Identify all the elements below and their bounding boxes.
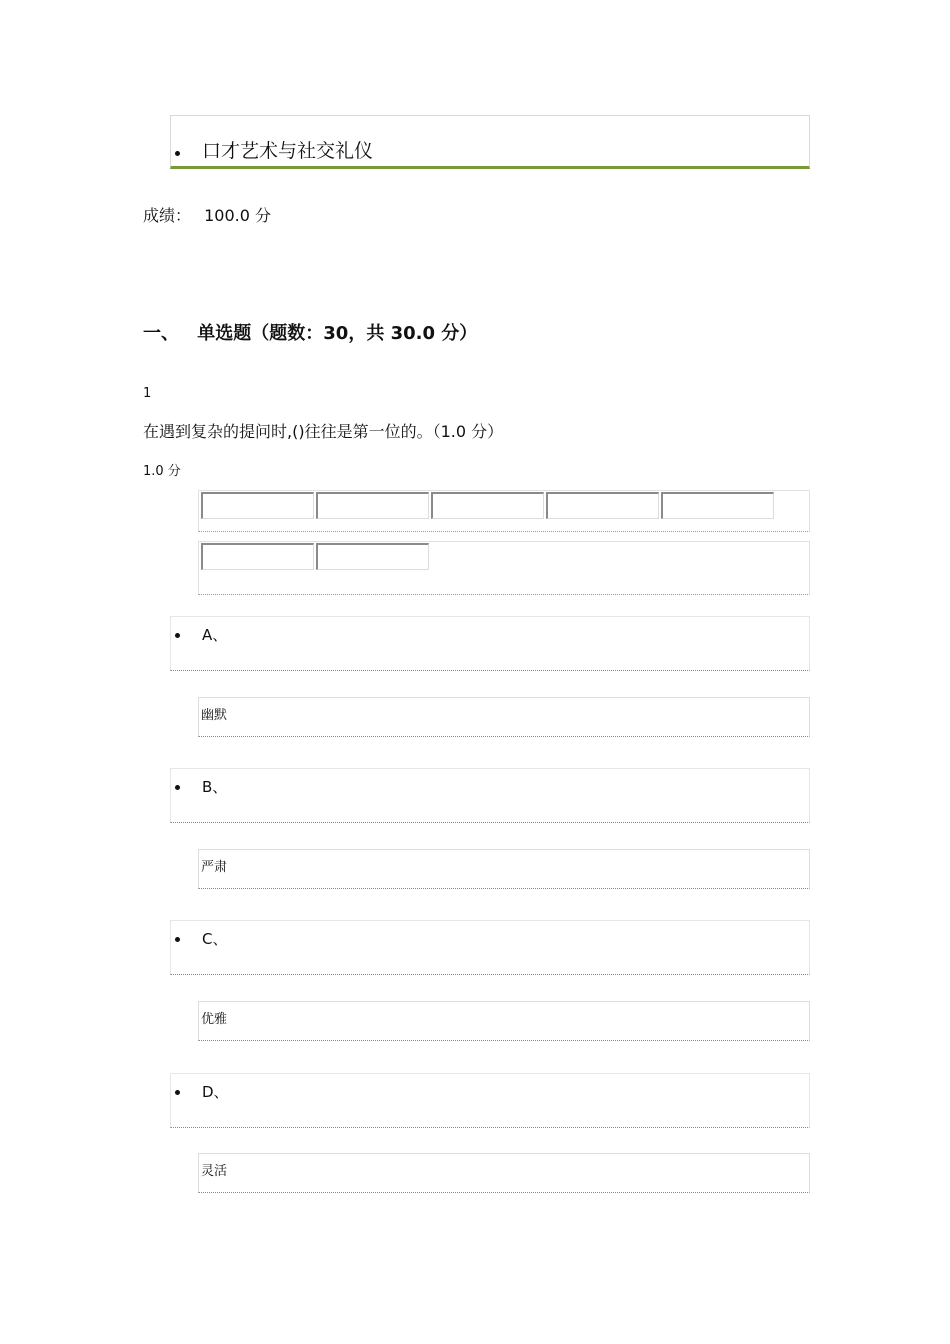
- score-label: 成绩：: [143, 206, 192, 225]
- grid-cell: [201, 492, 314, 519]
- question-number: 1: [143, 386, 152, 401]
- option-label: B、: [202, 778, 228, 796]
- question-score: 1.0 分: [143, 464, 181, 479]
- score-value: 100.0 分: [204, 206, 272, 225]
- section-number: 一、: [143, 323, 179, 344]
- option-d-answer: [198, 1153, 810, 1193]
- option-a[interactable]: [170, 616, 810, 671]
- section-heading: [143, 319, 477, 345]
- bullet-icon: [175, 785, 180, 790]
- option-b-answer: [198, 849, 810, 889]
- option-c-answer: [198, 1001, 810, 1041]
- bullet-icon: [175, 1090, 180, 1095]
- question-text: 在遇到复杂的提问时,()往往是第一位的。（1.0 分）: [143, 422, 504, 441]
- bullet-icon: [175, 633, 180, 638]
- bullet-icon: [175, 937, 180, 942]
- grid-cell: [661, 492, 774, 519]
- answer-grid-row: [198, 541, 810, 595]
- course-title[interactable]: 口才艺术与社交礼仪: [202, 140, 374, 162]
- grid-cell: [431, 492, 544, 519]
- bullet-icon: [175, 151, 180, 156]
- option-b[interactable]: [170, 768, 810, 823]
- option-label: D、: [202, 1083, 229, 1101]
- grid-cell: [316, 543, 429, 570]
- grid-cell: [201, 543, 314, 570]
- option-d[interactable]: [170, 1073, 810, 1128]
- grid-cell: [546, 492, 659, 519]
- option-label: C、: [202, 930, 228, 948]
- option-label: A、: [202, 626, 228, 644]
- option-answer-text: 优雅: [201, 1012, 228, 1027]
- answer-grid-row: [198, 490, 810, 532]
- section-title: 单选题（题数：30，共 30.0 分）: [197, 323, 478, 344]
- option-answer-text: 幽默: [201, 708, 228, 723]
- option-a-answer: [198, 697, 810, 737]
- option-answer-text: 灵活: [201, 1164, 228, 1179]
- option-answer-text: 严肃: [201, 860, 228, 875]
- option-c[interactable]: [170, 920, 810, 975]
- score-line: [143, 203, 271, 226]
- grid-cell: [316, 492, 429, 519]
- course-header: [170, 115, 810, 169]
